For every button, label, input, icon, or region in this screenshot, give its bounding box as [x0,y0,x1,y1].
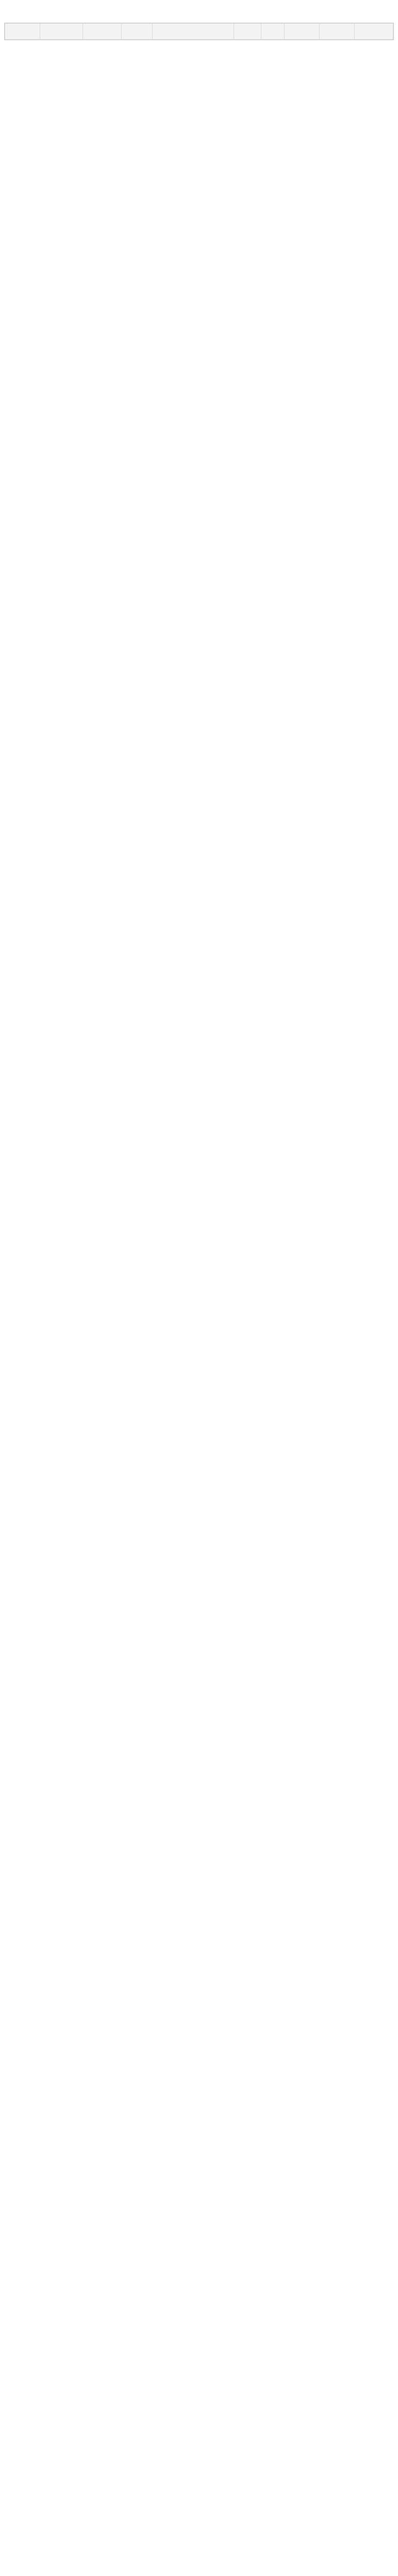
column-header [319,24,354,40]
column-header [40,24,82,40]
column-header [285,24,320,40]
document-subtitle [4,12,394,20]
column-header [121,24,152,40]
column-header [234,24,261,40]
table-header-row [5,24,393,40]
data-table [5,23,393,40]
document-title [4,4,394,12]
column-header [82,24,121,40]
column-header [354,24,393,40]
column-header [261,24,284,40]
column-header [153,24,234,40]
column-header [5,24,40,40]
title-block [4,4,394,20]
footer-text [4,44,394,50]
data-table-container [4,23,394,40]
